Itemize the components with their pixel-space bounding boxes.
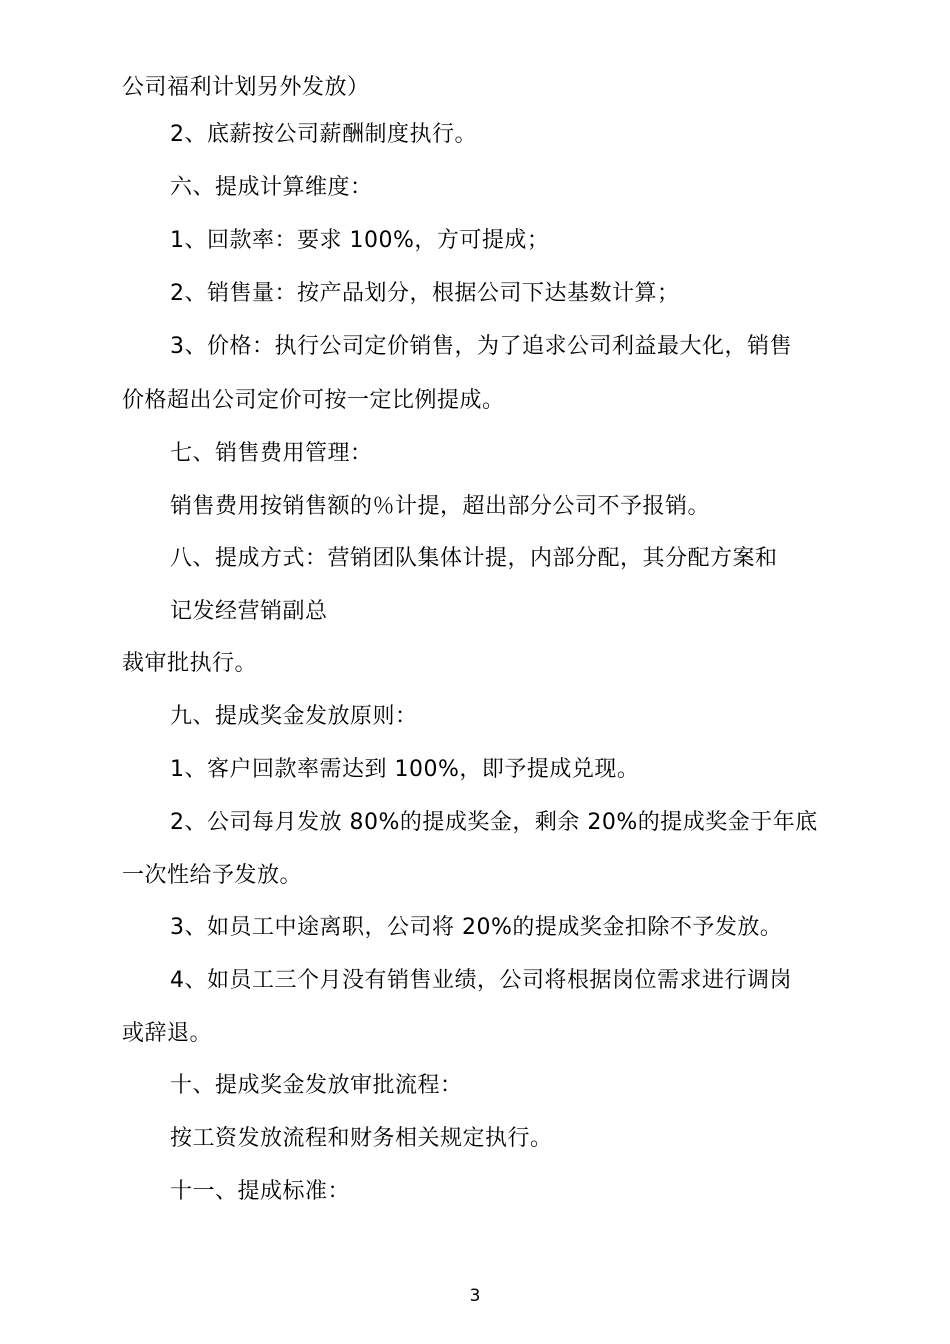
text-line: 公司福利计划另外发放）	[122, 75, 370, 100]
text-line: 3、价格：执行公司定价销售，为了追求公司利益最大化，销售	[170, 334, 792, 359]
text-line: 4、如员工三个月没有销售业绩，公司将根据岗位需求进行调岗	[170, 968, 792, 993]
section-heading: 九、提成奖金发放原则：	[170, 704, 418, 729]
section-heading: 八、提成方式：营销团队集体计提，内部分配，其分配方案和	[170, 546, 778, 571]
text-line: 2、公司每月发放 80%的提成奖金，剩余 20%的提成奖金于年底	[170, 810, 818, 835]
text-line: 1、回款率：要求 100%，方可提成；	[170, 228, 550, 253]
section-heading: 十一、提成标准：	[170, 1179, 351, 1204]
text-line: 记发经营销副总	[170, 599, 328, 624]
section-heading: 十、提成奖金发放审批流程：	[170, 1073, 463, 1098]
text-line: 裁审批执行。	[122, 651, 258, 676]
text-line: 一次性给予发放。	[122, 863, 303, 888]
text-line: 2、底薪按公司薪酬制度执行。	[170, 122, 477, 147]
text-line: 或辞退。	[122, 1021, 213, 1046]
section-heading: 六、提成计算维度：	[170, 175, 373, 200]
text-line: 按工资发放流程和财务相关规定执行。	[170, 1126, 553, 1151]
text-line: 销售费用按销售额的％计提，超出部分公司不予报销。	[170, 494, 711, 519]
section-heading: 七、销售费用管理：	[170, 441, 373, 466]
text-line: 2、销售量：按产品划分，根据公司下达基数计算；	[170, 281, 680, 306]
text-line: 1、客户回款率需达到 100%，即予提成兑现。	[170, 757, 640, 782]
text-line: 价格超出公司定价可按一定比例提成。	[122, 388, 505, 413]
text-line: 3、如员工中途离职，公司将 20%的提成奖金扣除不予发放。	[170, 915, 783, 940]
page-number: 3	[469, 1286, 481, 1306]
